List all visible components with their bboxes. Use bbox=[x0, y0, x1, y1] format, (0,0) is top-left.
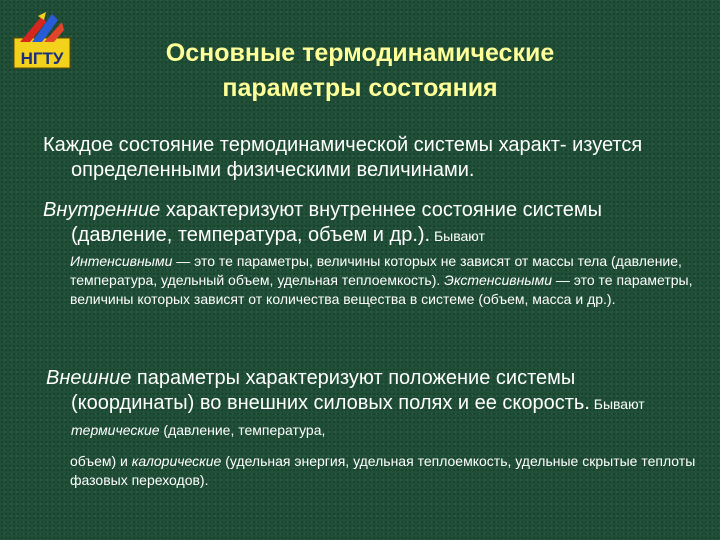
paragraph-external bbox=[43, 366, 703, 443]
term-internal: Внутренние bbox=[43, 199, 161, 221]
paragraph-caloric bbox=[43, 452, 703, 490]
paragraph-states-text: Каждое состояние термодинамической системы характ- изуется определенными физическими величинами. bbox=[43, 134, 643, 181]
paragraph-intensive-extensive bbox=[43, 252, 703, 309]
title-line-1: Основные термодинамические bbox=[165, 39, 555, 67]
term-caloric: калорические bbox=[131, 453, 222, 469]
tail-end: (давление, температура, bbox=[159, 422, 326, 438]
paragraph-internal-text: характеризуют внутреннее состояние системы (давление, температура, объем и др.). bbox=[71, 199, 603, 246]
title-line-2: параметры состояния bbox=[222, 74, 498, 102]
paragraph-internal-tail: Бывают bbox=[430, 228, 485, 244]
term-extensive: Экстенсивными bbox=[444, 272, 552, 288]
logo-text: НГТУ bbox=[20, 49, 64, 68]
slide-title bbox=[90, 36, 630, 106]
term-intensive: Интенсивными bbox=[70, 253, 173, 269]
term-external: Внешние bbox=[46, 367, 132, 389]
caloric-definition: (удельная энергия, удельная теплоемкость, удельные скрытые теплоты фазовых переходов). bbox=[70, 453, 696, 488]
term-thermal: термические bbox=[71, 422, 160, 438]
paragraph-states bbox=[43, 133, 703, 183]
extensive-definition: — это те параметры, величины которых зависят от количества вещества в системе (объем, масса и др.). bbox=[70, 272, 693, 307]
university-logo bbox=[12, 12, 74, 70]
tail-text: Бывают bbox=[589, 396, 645, 412]
intensive-definition: — это те параметры, величины которых не зависят от массы тела (давление, температура, удельный объем, удельная теплоемкость). bbox=[70, 253, 682, 288]
paragraph-external-text: параметры характеризуют положение системы (координаты) во внешних силовых полях и ее скорость. bbox=[71, 367, 590, 414]
caloric-lead: объем) и bbox=[70, 453, 132, 469]
paragraph-internal bbox=[43, 198, 703, 249]
